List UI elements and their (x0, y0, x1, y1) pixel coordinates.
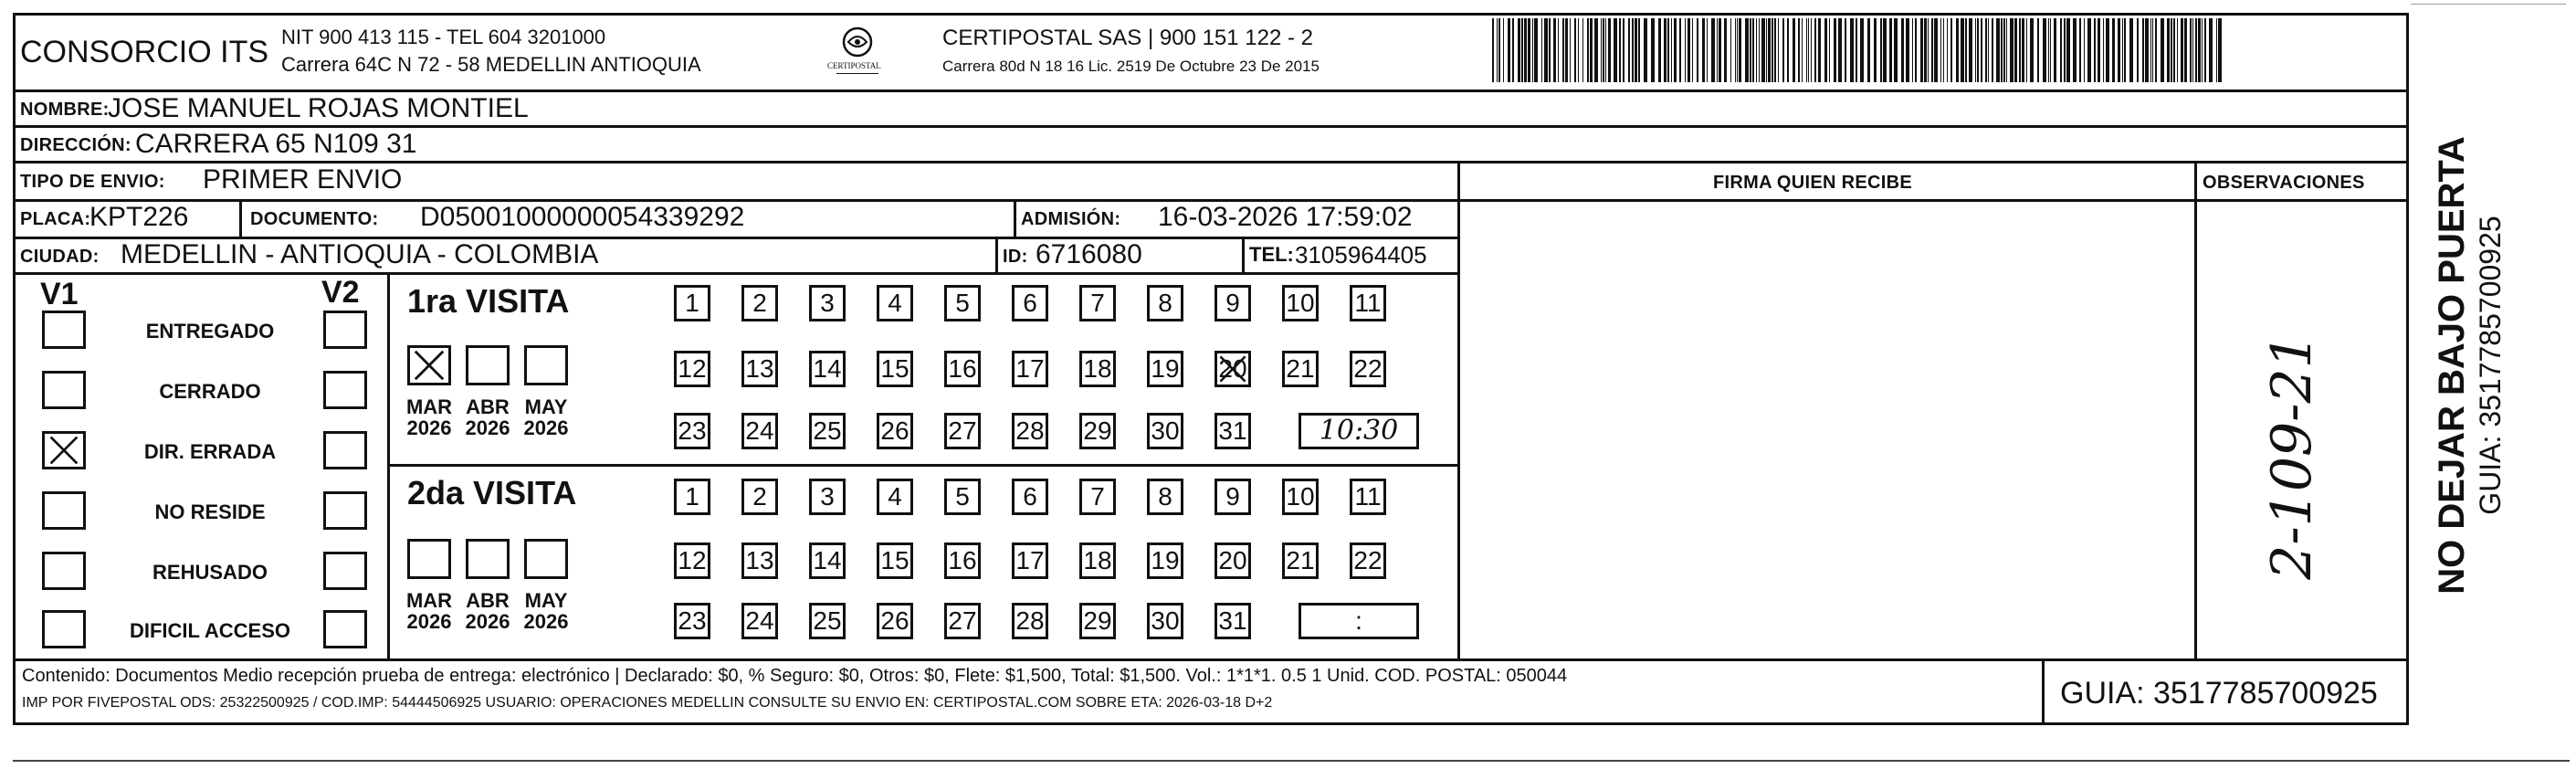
side-text-line-1: NO DEJAR BAJO PUERTA (2432, 136, 2472, 595)
day-number: 15 (880, 546, 909, 574)
month-checkbox[interactable] (466, 539, 510, 579)
day-number: 12 (678, 546, 707, 574)
v1-checkbox[interactable] (42, 431, 86, 469)
company-name: CONSORCIO ITS (20, 35, 269, 69)
day-box[interactable] (1079, 285, 1116, 321)
day-box[interactable] (944, 603, 981, 639)
certipostal-line: CERTIPOSTAL SAS | 900 151 122 - 2 (942, 26, 1313, 50)
month-name: ABR (466, 589, 510, 612)
month-label (460, 396, 515, 438)
day-number: 18 (1083, 546, 1112, 574)
day-box[interactable] (1214, 413, 1251, 449)
v1-checkbox[interactable] (42, 371, 86, 409)
day-box[interactable] (741, 603, 778, 639)
placa-label: PLACA: (20, 209, 91, 229)
logo-text: CERTIPOSTAL (827, 61, 881, 70)
day-number: 16 (948, 354, 977, 383)
day-box[interactable] (1012, 479, 1048, 515)
day-number: 5 (955, 482, 970, 511)
month-checkbox[interactable] (407, 539, 451, 579)
ciudad-value: MEDELLIN - ANTIOQUIA - COLOMBIA (121, 239, 599, 269)
v2-checkbox[interactable] (323, 610, 367, 648)
direccion-label: DIRECCIÓN: (20, 135, 131, 155)
day-number: 21 (1286, 354, 1315, 383)
day-number: 15 (880, 354, 909, 383)
observaciones-label: OBSERVACIONES (2203, 173, 2365, 193)
day-box[interactable] (1012, 413, 1048, 449)
month-checkbox[interactable] (524, 345, 568, 385)
month-name: MAR (405, 395, 453, 418)
day-number: 21 (1286, 546, 1315, 574)
day-box[interactable] (1350, 351, 1386, 387)
day-number: 10 (1286, 289, 1315, 317)
day-box[interactable] (741, 413, 778, 449)
day-number: 8 (1158, 482, 1172, 511)
day-box[interactable] (809, 603, 846, 639)
day-number: 27 (948, 606, 977, 635)
month-checkbox[interactable] (524, 539, 568, 579)
day-box[interactable] (1282, 285, 1319, 321)
day-box[interactable] (1214, 543, 1251, 579)
day-box[interactable] (1147, 285, 1183, 321)
month-year: 2026 (523, 610, 569, 634)
visit-time: : (1355, 606, 1362, 635)
day-number: 22 (1353, 354, 1383, 383)
month-label (519, 590, 573, 632)
status-label: DIFICIL ACCESO (129, 619, 290, 642)
time-box[interactable] (1299, 603, 1419, 639)
day-number: 30 (1151, 606, 1180, 635)
day-box[interactable] (1282, 351, 1319, 387)
first-visit-title: 1ra VISITA (407, 282, 570, 320)
month-label (519, 396, 573, 438)
day-box[interactable] (1147, 351, 1183, 387)
day-box[interactable] (674, 603, 710, 639)
day-number: 26 (880, 416, 909, 445)
day-box[interactable] (741, 543, 778, 579)
month-name: ABR (466, 395, 510, 418)
day-box[interactable] (877, 351, 913, 387)
day-number: 19 (1151, 354, 1180, 383)
month-year: 2026 (406, 610, 452, 634)
v2-checkbox[interactable] (323, 491, 367, 530)
day-box[interactable] (1012, 603, 1048, 639)
day-box[interactable] (1147, 413, 1183, 449)
day-box[interactable] (674, 543, 710, 579)
tel-value: 3105964405 (1295, 241, 1427, 269)
day-box[interactable] (1079, 479, 1116, 515)
tipo-envio-value: PRIMER ENVIO (203, 164, 403, 195)
footer-line-2: IMP POR FIVEPOSTAL ODS: 25322500925 / COD.IMP: 54444506925 USUARIO: OPERACIONES MEDELLIN CONSULTE SU ENVIO EN: CERTIPOSTAL.COM SOBRE ETA: 2026-03-18 D+2 (22, 695, 1273, 711)
v2-checkbox[interactable] (323, 552, 367, 590)
day-box[interactable] (741, 285, 778, 321)
day-box[interactable] (809, 413, 846, 449)
day-number: 26 (880, 606, 909, 635)
day-box[interactable] (1214, 603, 1251, 639)
v2-label: V2 (321, 275, 360, 310)
day-box[interactable] (1282, 543, 1319, 579)
day-number: 14 (813, 354, 842, 383)
day-number: 20 (1218, 354, 1247, 383)
firma-label: FIRMA QUIEN RECIBE (1713, 173, 1912, 193)
day-number: 28 (1015, 606, 1045, 635)
month-year: 2026 (465, 610, 510, 634)
day-box[interactable] (1147, 479, 1183, 515)
day-box[interactable] (1350, 543, 1386, 579)
status-label: DIR. ERRADA (143, 440, 277, 463)
day-box[interactable] (674, 285, 710, 321)
day-number: 17 (1015, 354, 1045, 383)
tel-label: TEL: (1249, 243, 1294, 266)
time-box[interactable] (1299, 413, 1419, 449)
day-number: 3 (820, 289, 835, 317)
day-number: 2 (752, 289, 767, 317)
month-label (402, 396, 457, 438)
month-name: MAY (524, 395, 568, 418)
day-box[interactable] (1012, 543, 1048, 579)
v1-checkbox[interactable] (42, 610, 86, 648)
day-number: 27 (948, 416, 977, 445)
month-checkbox[interactable] (466, 345, 510, 385)
day-number: 1 (685, 289, 699, 317)
v2-checkbox[interactable] (323, 431, 367, 469)
id-value: 6716080 (1036, 239, 1142, 269)
day-number: 10 (1286, 482, 1315, 511)
day-box[interactable] (944, 543, 981, 579)
day-number: 1 (685, 482, 699, 511)
day-number: 9 (1225, 482, 1240, 511)
day-box[interactable] (1079, 351, 1116, 387)
day-box[interactable] (674, 479, 710, 515)
v1-checkbox[interactable] (42, 491, 86, 530)
day-box[interactable] (1012, 285, 1048, 321)
day-number: 24 (745, 416, 774, 445)
day-number: 19 (1151, 546, 1180, 574)
direccion-value: CARRERA 65 N109 31 (135, 129, 417, 159)
day-box[interactable] (877, 285, 913, 321)
day-box[interactable] (809, 285, 846, 321)
day-box[interactable] (809, 479, 846, 515)
day-number: 28 (1015, 416, 1045, 445)
month-year: 2026 (406, 416, 452, 440)
visit-time: 10:30 (1319, 415, 1399, 447)
day-number: 14 (813, 546, 842, 574)
day-number: 11 (1354, 482, 1382, 511)
day-number: 22 (1353, 546, 1383, 574)
day-number: 13 (745, 354, 774, 383)
month-label (460, 590, 515, 632)
day-number: 17 (1015, 546, 1045, 574)
day-number: 18 (1083, 354, 1112, 383)
day-box[interactable] (809, 351, 846, 387)
day-number: 7 (1090, 482, 1105, 511)
day-number: 12 (678, 354, 707, 383)
second-visit-title: 2da VISITA (407, 474, 577, 511)
day-number: 7 (1090, 289, 1105, 317)
ciudad-label: CIUDAD: (20, 247, 100, 267)
day-number: 2 (752, 482, 767, 511)
side-text-line-2: GUIA: 3517785700925 (2474, 216, 2507, 515)
v2-checkbox[interactable] (323, 371, 367, 409)
day-number: 25 (813, 416, 842, 445)
day-number: 6 (1023, 482, 1037, 511)
day-box[interactable] (944, 479, 981, 515)
day-box[interactable] (944, 413, 981, 449)
nombre-value: JOSE MANUEL ROJAS MONTIEL (108, 93, 529, 123)
side-text (2420, 100, 2520, 630)
day-box[interactable] (877, 413, 913, 449)
day-box[interactable] (741, 351, 778, 387)
month-checkbox[interactable] (407, 345, 451, 385)
day-box[interactable] (944, 285, 981, 321)
day-number: 4 (888, 482, 902, 511)
day-box[interactable] (674, 351, 710, 387)
month-year: 2026 (465, 416, 510, 440)
footer-line-1: Contenido: Documentos Medio recepción prueba de entrega: electrónico | Declarado: $0, % Seguro: $0, Otros: $0, Flete: $1,500, Total: $1,500. Vol.: 1*1*1. 0.5 1 Unid. COD. POSTAL: 050044 (22, 666, 1568, 686)
handwritten-note: 2-109-21 (2260, 333, 2324, 580)
day-box[interactable] (1214, 479, 1251, 515)
status-label: NO RESIDE (154, 500, 266, 523)
v1-checkbox[interactable] (42, 311, 86, 349)
day-number: 23 (678, 416, 707, 445)
day-number: 11 (1354, 289, 1382, 317)
day-box[interactable] (1147, 543, 1183, 579)
day-box[interactable] (1012, 351, 1048, 387)
day-box[interactable] (1282, 479, 1319, 515)
day-number: 24 (745, 606, 774, 635)
day-box[interactable] (1147, 603, 1183, 639)
nombre-label: NOMBRE: (20, 100, 110, 120)
day-box[interactable] (1350, 479, 1386, 515)
admision-value: 16-03-2026 17:59:02 (1158, 202, 1413, 232)
day-box[interactable] (741, 479, 778, 515)
day-box[interactable] (944, 351, 981, 387)
day-box[interactable] (1214, 351, 1251, 387)
status-label: ENTREGADO (145, 320, 275, 342)
address-line: Carrera 64C N 72 - 58 MEDELLIN ANTIOQUIA (281, 53, 701, 76)
placa-value: KPT226 (89, 202, 189, 232)
id-label: ID: (1003, 247, 1028, 267)
status-label: CERRADO (159, 380, 261, 403)
day-number: 16 (948, 546, 977, 574)
day-box[interactable] (1079, 413, 1116, 449)
day-number: 8 (1158, 289, 1172, 317)
day-number: 9 (1225, 289, 1240, 317)
documento-value: D05001000000054339292 (420, 202, 745, 232)
day-box[interactable] (1079, 603, 1116, 639)
month-label (402, 590, 457, 632)
license-line: Carrera 80d N 18 16 Lic. 2519 De Octubre 23 De 2015 (942, 58, 1320, 75)
day-box[interactable] (674, 413, 710, 449)
day-box[interactable] (877, 479, 913, 515)
day-number: 13 (745, 546, 774, 574)
month-name: MAY (524, 589, 568, 612)
v1-checkbox[interactable] (42, 552, 86, 590)
documento-label: DOCUMENTO: (250, 209, 379, 229)
tipo-envio-label: TIPO DE ENVIO: (20, 172, 165, 192)
month-name: MAR (405, 589, 453, 612)
day-number: 4 (888, 289, 902, 317)
day-number: 31 (1218, 606, 1247, 635)
v2-checkbox[interactable] (323, 311, 367, 349)
nit-line: NIT 900 413 115 - TEL 604 3201000 (281, 26, 606, 48)
day-box[interactable] (1350, 285, 1386, 321)
day-number: 3 (820, 482, 835, 511)
certipostal-logo-icon (825, 24, 889, 79)
month-year: 2026 (523, 416, 569, 440)
day-number: 23 (678, 606, 707, 635)
day-box[interactable] (877, 543, 913, 579)
day-number: 29 (1083, 416, 1112, 445)
barcode (1492, 18, 2223, 82)
day-box[interactable] (1079, 543, 1116, 579)
admision-label: ADMISIÓN: (1021, 209, 1121, 229)
footer-guia: GUIA: 3517785700925 (2060, 676, 2378, 711)
day-number: 31 (1218, 416, 1247, 445)
status-label: REHUSADO (152, 561, 268, 584)
day-box[interactable] (809, 543, 846, 579)
day-box[interactable] (1214, 285, 1251, 321)
day-number: 25 (813, 606, 842, 635)
day-number: 29 (1083, 606, 1112, 635)
day-number: 30 (1151, 416, 1180, 445)
day-number: 5 (955, 289, 970, 317)
day-number: 6 (1023, 289, 1037, 317)
v1-label: V1 (40, 277, 79, 311)
day-number: 20 (1218, 546, 1247, 574)
day-box[interactable] (877, 603, 913, 639)
